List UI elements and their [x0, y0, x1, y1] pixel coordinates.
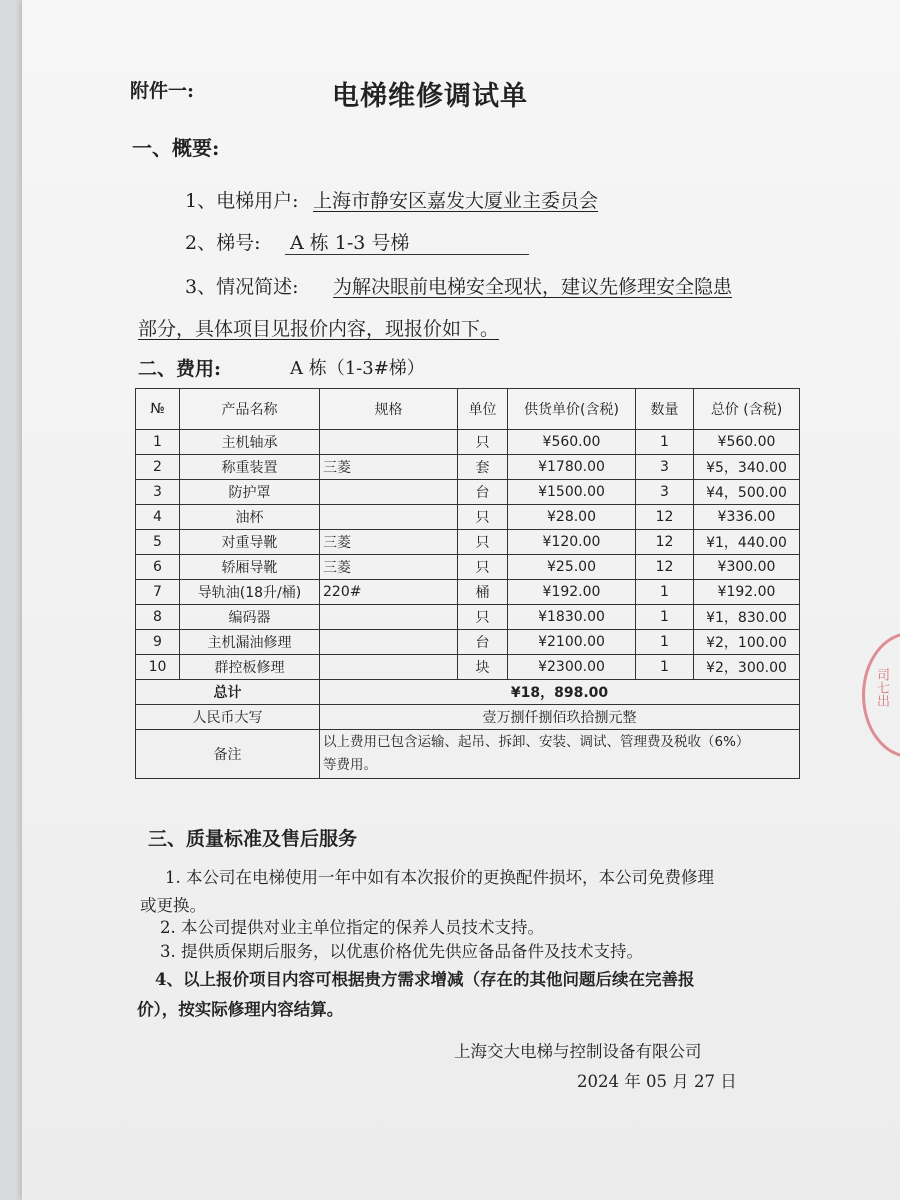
quantity: 1 [636, 630, 694, 655]
column-header: 规格 [320, 389, 458, 430]
row-number: 4 [136, 505, 180, 530]
row-number: 9 [136, 630, 180, 655]
row-total: ¥192.00 [694, 580, 800, 605]
row-total: ¥2，300.00 [694, 655, 800, 680]
product-name: 群控板修理 [180, 655, 320, 680]
note-line-2: 等费用。 [323, 757, 377, 773]
service-heading: 三、质量标准及售后服务 [148, 828, 358, 850]
elevator-value: A 栋 1-3 号梯 [290, 232, 410, 254]
unit: 台 [458, 630, 508, 655]
service-item-1-line-1: 1. 本公司在电梯使用一年中如有本次报价的更换配件损坏，本公司免费修理 [165, 868, 714, 887]
total-value: ¥18，898.00 [320, 680, 800, 705]
spec: 220# [320, 580, 458, 605]
unit-price: ¥1780.00 [508, 455, 636, 480]
quantity: 1 [636, 580, 694, 605]
table-row [136, 605, 800, 630]
row-number: 5 [136, 530, 180, 555]
spec [320, 480, 458, 505]
table-row [136, 655, 800, 680]
unit-price: ¥28.00 [508, 505, 636, 530]
product-name: 导轨油(18升/桶) [180, 580, 320, 605]
rmb-value: 壹万捌仟捌佰玖拾捌元整 [320, 705, 800, 730]
product-name: 称重装置 [180, 455, 320, 480]
unit-price: ¥120.00 [508, 530, 636, 555]
row-total: ¥2，100.00 [694, 630, 800, 655]
total-row [136, 680, 800, 705]
row-number: 3 [136, 480, 180, 505]
row-number: 10 [136, 655, 180, 680]
product-name: 编码器 [180, 605, 320, 630]
unit-price: ¥25.00 [508, 555, 636, 580]
table-row [136, 580, 800, 605]
column-header: 数量 [636, 389, 694, 430]
row-number: 6 [136, 555, 180, 580]
spec: 三菱 [320, 555, 458, 580]
unit: 只 [458, 530, 508, 555]
product-name: 主机漏油修理 [180, 630, 320, 655]
product-name: 轿厢导靴 [180, 555, 320, 580]
table-row [136, 430, 800, 455]
note-line-1: 以上费用已包含运输、起吊、拆卸、安装、调试、管理费及税收（6%） [323, 734, 750, 750]
situation-line-2: 部分，具体项目见报价内容，现报价如下。 [138, 318, 500, 340]
note-row [136, 730, 800, 779]
overview-heading: 一、概要: [132, 136, 220, 160]
elevator-label: 2、梯号: [185, 232, 261, 254]
table-row [136, 480, 800, 505]
service-item-4-line-2: 价），按实际修理内容结算。 [137, 1000, 344, 1019]
product-name: 对重导靴 [180, 530, 320, 555]
elevator-underline [285, 254, 529, 255]
table-row [136, 555, 800, 580]
service-item-4-line-1: 4、以上报价项目内容可根据贵方需求增减（存在的其他问题后续在完善报 [155, 970, 695, 989]
column-header: № [136, 389, 180, 430]
product-name: 油杯 [180, 505, 320, 530]
row-total: ¥300.00 [694, 555, 800, 580]
unit: 桶 [458, 580, 508, 605]
product-name: 防护罩 [180, 480, 320, 505]
rmb-label: 人民币大写 [136, 705, 320, 730]
unit-price: ¥2100.00 [508, 630, 636, 655]
company-name: 上海交大电梯与控制设备有限公司 [454, 1042, 702, 1061]
unit: 块 [458, 655, 508, 680]
user-label: 1、电梯用户: [185, 190, 299, 212]
row-number: 8 [136, 605, 180, 630]
service-item-2: 2. 本公司提供对业主单位指定的保养人员技术支持。 [160, 918, 544, 937]
row-number: 7 [136, 580, 180, 605]
spec [320, 430, 458, 455]
column-header: 单位 [458, 389, 508, 430]
row-total: ¥1，440.00 [694, 530, 800, 555]
unit: 只 [458, 505, 508, 530]
unit: 只 [458, 605, 508, 630]
fees-heading: 二、费用: [138, 358, 222, 380]
document-title: 电梯维修调试单 [332, 81, 528, 112]
column-header: 供货单价(含税) [508, 389, 636, 430]
situation-line-1: 为解决眼前电梯安全现状，建议先修理安全隐患 [333, 276, 733, 298]
rmb-row [136, 705, 800, 730]
quantity: 3 [636, 455, 694, 480]
table-row [136, 505, 800, 530]
row-number: 2 [136, 455, 180, 480]
quantity: 1 [636, 605, 694, 630]
service-item-1-line-2: 或更换。 [140, 896, 206, 915]
unit-price: ¥1500.00 [508, 480, 636, 505]
spec [320, 605, 458, 630]
unit: 只 [458, 555, 508, 580]
table-row [136, 630, 800, 655]
row-total: ¥4，500.00 [694, 480, 800, 505]
row-total: ¥1，830.00 [694, 605, 800, 630]
quantity: 12 [636, 505, 694, 530]
total-label: 总计 [136, 680, 320, 705]
spec [320, 505, 458, 530]
situation-label: 3、情况简述: [185, 276, 299, 298]
table-row [136, 455, 800, 480]
spec [320, 655, 458, 680]
seal-text: 司七出 [874, 668, 889, 707]
attachment-label: 附件一: [130, 80, 195, 102]
unit-price: ¥2300.00 [508, 655, 636, 680]
row-total: ¥5，340.00 [694, 455, 800, 480]
fee-table [135, 388, 800, 779]
row-total: ¥336.00 [694, 505, 800, 530]
unit: 台 [458, 480, 508, 505]
quantity: 12 [636, 555, 694, 580]
column-header: 产品名称 [180, 389, 320, 430]
user-value: 上海市静安区嘉发大厦业主委员会 [313, 190, 599, 212]
spec [320, 630, 458, 655]
product-name: 主机轴承 [180, 430, 320, 455]
fees-building: A 栋（1-3#梯） [290, 358, 425, 379]
row-total: ¥560.00 [694, 430, 800, 455]
quantity: 3 [636, 480, 694, 505]
note-label: 备注 [136, 730, 320, 779]
column-header: 总价 (含税) [694, 389, 800, 430]
quantity: 12 [636, 530, 694, 555]
row-number: 1 [136, 430, 180, 455]
unit: 只 [458, 430, 508, 455]
unit-price: ¥192.00 [508, 580, 636, 605]
unit-price: ¥560.00 [508, 430, 636, 455]
table-header-row [136, 389, 800, 430]
note-value [320, 730, 800, 779]
table-row [136, 530, 800, 555]
service-item-3: 3. 提供质保期后服务，以优惠价格优先供应备品备件及技术支持。 [160, 942, 643, 961]
unit-price: ¥1830.00 [508, 605, 636, 630]
unit: 套 [458, 455, 508, 480]
quantity: 1 [636, 430, 694, 455]
spec: 三菱 [320, 455, 458, 480]
quantity: 1 [636, 655, 694, 680]
spec: 三菱 [320, 530, 458, 555]
document-date: 2024 年 05 月 27 日 [577, 1072, 737, 1091]
